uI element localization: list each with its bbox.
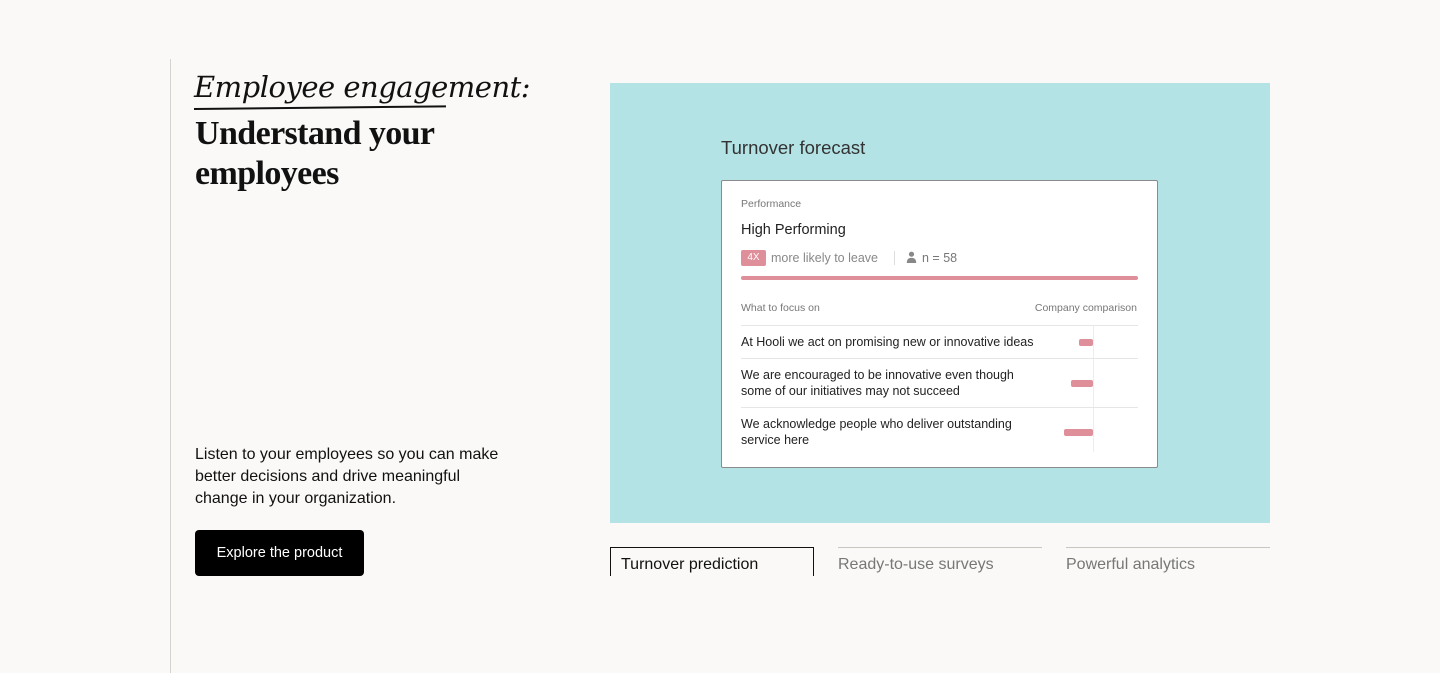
focus-row — [741, 407, 1138, 456]
focus-row-text: We are encouraged to be innovative even though some of our initiatives may not succeed — [741, 368, 1014, 398]
eyebrow-title: Employee engagement: — [194, 70, 531, 104]
person-icon — [906, 251, 917, 264]
tab-ready-to-use-surveys[interactable]: Ready-to-use surveys — [838, 547, 1042, 576]
risk-bar — [741, 276, 1138, 280]
tab-turnover-prediction[interactable]: Turnover prediction — [610, 547, 814, 576]
focus-row — [741, 358, 1138, 407]
category-label: Performance — [741, 198, 802, 210]
focus-list — [741, 325, 1138, 456]
comparison-header: Company comparison — [1034, 302, 1137, 314]
focus-row — [741, 325, 1138, 358]
likelihood-text: more likely to leave — [771, 251, 878, 265]
page-title: Understand your employees — [195, 115, 434, 192]
focus-row-text: We acknowledge people who deliver outstanding service here — [741, 417, 1012, 447]
turnover-card — [721, 180, 1158, 468]
feature-preview-panel — [610, 83, 1270, 523]
hero-description: Listen to your employees so you can make better decisions and drive meaningful change in your organization. — [195, 446, 499, 507]
left-divider — [170, 59, 171, 673]
eyebrow-underline — [194, 105, 446, 110]
focus-header: What to focus on — [741, 302, 820, 314]
panel-title: Turnover forecast — [721, 137, 866, 158]
comparison-bar — [1071, 380, 1093, 387]
segment-title: High Performing — [741, 222, 846, 238]
multiplier-badge: 4X — [741, 250, 766, 266]
focus-row-text: At Hooli we act on promising new or innovative ideas — [741, 335, 1034, 349]
explore-product-button[interactable]: Explore the product — [195, 530, 364, 576]
comparison-bar — [1079, 339, 1093, 346]
comparison-bar — [1064, 429, 1093, 436]
tab-powerful-analytics[interactable]: Powerful analytics — [1066, 547, 1270, 576]
meta-separator — [894, 251, 895, 265]
sample-size: n = 58 — [922, 251, 958, 265]
